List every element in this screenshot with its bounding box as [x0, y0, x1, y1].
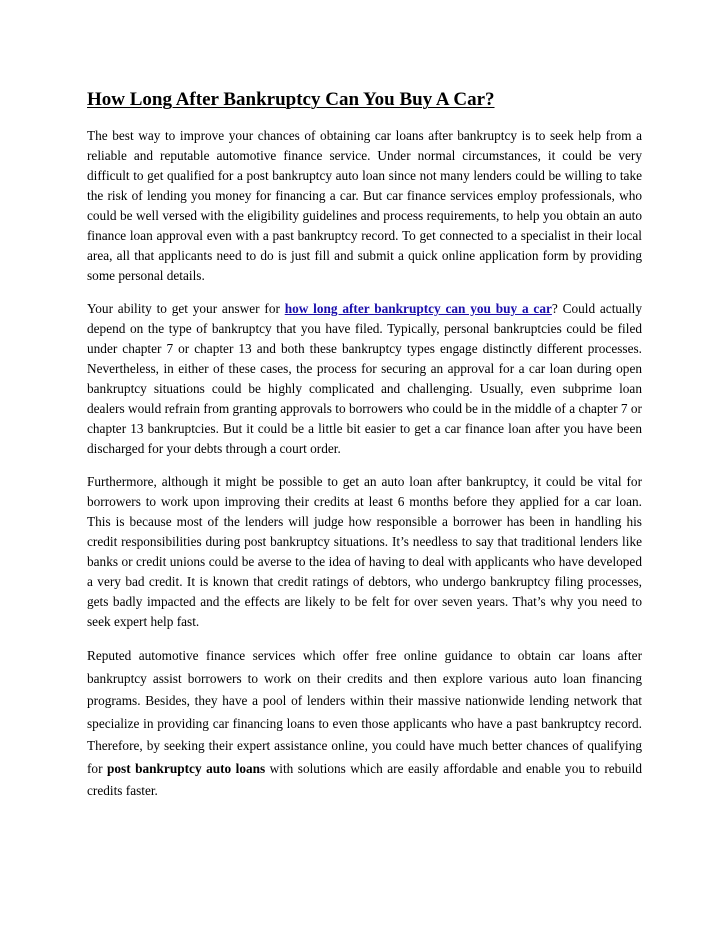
- keyword-link[interactable]: how long after bankruptcy can you buy a car: [284, 301, 552, 316]
- keyword-bold: post bankruptcy auto loans: [106, 760, 266, 776]
- paragraph-credit-improvement: Furthermore, although it might be possible to get an auto loan after bankruptcy, it could be vital for borrowers to work upon improving their credits at least 6 months before they applied for a car loan. This is because most of the lenders will judge how responsible a borrower has been in handling his credit responsibilities during post bankruptcy situations. It’s needless to say that traditional lenders like banks or credit unions could be averse to the idea of having to deal with applicants who have developed a very bad credit. It is known that credit ratings of debtors, who undergo bankruptcy filing processes, gets badly impacted and the effects are likely to be felt for over seven years. That’s why you need to seek expert help fast.: [87, 474, 642, 629]
- paragraph-finance-services: [87, 645, 642, 803]
- page-title: How Long After Bankruptcy Can You Buy A Car?: [87, 89, 495, 110]
- paragraph-intro: The best way to improve your chances of obtaining car loans after bankruptcy is to seek help from a reliable and reputable automotive finance service. Under normal circumstances, it could be very difficult to get qualified for a post bankruptcy auto loan since not many lenders could be willing to take the risk of lending you money for financing a car. But car finance services employ professionals, who could be well versed with the eligibility guidelines and process requirements, to help you obtain an auto finance loan approval even with a past bankruptcy record. To get connected to a specialist in their local area, all that applicants need to do is just fill and submit a quick online application form by providing some personal details.: [87, 128, 642, 283]
- paragraph-bankruptcy-types: [87, 299, 642, 459]
- paragraph-text: Your ability to get your answer for: [87, 301, 285, 316]
- paragraph-text: ? Could actually depend on the type of bankruptcy that you have filed. Typically, personal bankruptcies could be filed under chapter 7 or chapter 13 and both these bankruptcy types engage distinctly different processes. Nevertheless, in either of these cases, the process for securing an approval for a car loan during open bankruptcy situations could be highly complicated and challenging. Usually, even subprime loan dealers would refrain from granting approvals to borrowers who could be in the middle of a chapter 7 or chapter 13 bankruptcies. But it could be a little bit easier to get a car finance loan after you have been discharged for your debts through a court order.: [87, 301, 642, 456]
- paragraph-text: with solutions which are easily affordable and enable you to rebuild credits faster.: [87, 760, 642, 798]
- paragraph-text: Reputed automotive finance services which offer free online guidance to obtain car loans after bankruptcy assist borrowers to work on their credits and then explore various auto loan financing programs. Besides, they have a pool of lenders within their massive nationwide lending network that specialize in providing car financing loans to even those applicants who have a past bankruptcy record. Therefore, by seeking their expert assistance online, you could have much better chances of qualifying for: [87, 648, 642, 776]
